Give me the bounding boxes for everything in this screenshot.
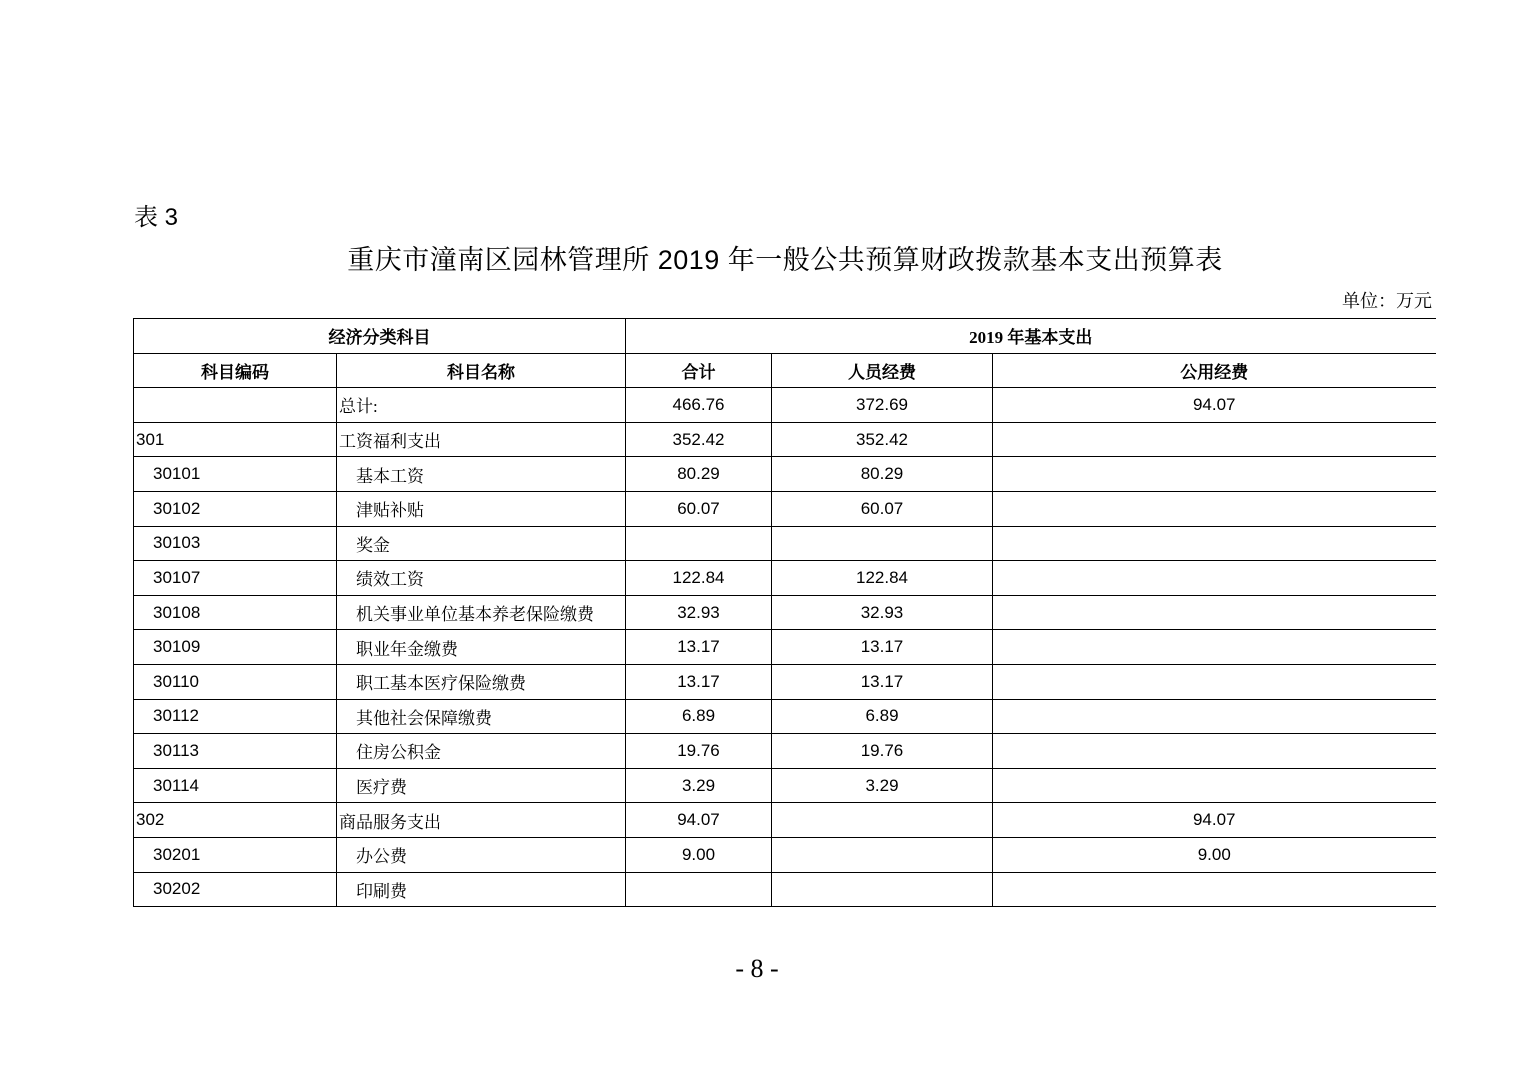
cell-total: 122.84: [626, 561, 772, 596]
cell-name: 工资福利支出: [337, 422, 626, 457]
table-row: [134, 630, 1436, 665]
cell-public: [993, 872, 1436, 907]
col-header-public: 公用经费: [993, 353, 1436, 388]
cell-personnel: 32.93: [772, 595, 993, 630]
cell-public: 9.00: [993, 837, 1436, 872]
cell-public: [993, 768, 1436, 803]
cell-name: 印刷费: [337, 872, 626, 907]
cell-personnel: 372.69: [772, 388, 993, 423]
cell-code: 30112: [134, 699, 337, 734]
cell-personnel: 3.29: [772, 768, 993, 803]
cell-code: 30101: [134, 457, 337, 492]
cell-code: 301: [134, 422, 337, 457]
cell-name: 其他社会保障缴费: [337, 699, 626, 734]
col-header-personnel: 人员经费: [772, 353, 993, 388]
cell-name: 机关事业单位基本养老保险缴费: [337, 595, 626, 630]
cell-personnel: 60.07: [772, 491, 993, 526]
cell-total: 6.89: [626, 699, 772, 734]
cell-public: 94.07: [993, 803, 1436, 838]
table-row: [134, 422, 1436, 457]
group-header-econ: 经济分类科目: [134, 319, 626, 354]
cell-code: 30113: [134, 734, 337, 769]
table-row: [134, 734, 1436, 769]
table-row: [134, 595, 1436, 630]
cell-name: 基本工资: [337, 457, 626, 492]
cell-name: 总计:: [337, 388, 626, 423]
table-label: 表 3: [134, 204, 179, 231]
cell-public: 94.07: [993, 388, 1436, 423]
unit-label: 单位：万元: [1342, 291, 1432, 311]
cell-total: 80.29: [626, 457, 772, 492]
cell-code: 30110: [134, 664, 337, 699]
cell-code: 30201: [134, 837, 337, 872]
cell-public: [993, 491, 1436, 526]
cell-public: [993, 630, 1436, 665]
cell-name: 商品服务支出: [337, 803, 626, 838]
cell-public: [993, 422, 1436, 457]
cell-total: 3.29: [626, 768, 772, 803]
cell-personnel: 122.84: [772, 561, 993, 596]
col-header-name: 科目名称: [337, 353, 626, 388]
cell-total: 13.17: [626, 664, 772, 699]
cell-code: 302: [134, 803, 337, 838]
cell-name: 医疗费: [337, 768, 626, 803]
cell-personnel: 13.17: [772, 664, 993, 699]
table-row: [134, 457, 1436, 492]
cell-total: 60.07: [626, 491, 772, 526]
table-row: [134, 872, 1436, 907]
cell-total: 94.07: [626, 803, 772, 838]
cell-total: 13.17: [626, 630, 772, 665]
budget-table: [133, 318, 1436, 907]
cell-personnel: 80.29: [772, 457, 993, 492]
cell-code: 30102: [134, 491, 337, 526]
column-header-row: [134, 353, 1436, 388]
cell-total: 19.76: [626, 734, 772, 769]
cell-public: [993, 561, 1436, 596]
cell-code: 30202: [134, 872, 337, 907]
cell-code: 30107: [134, 561, 337, 596]
cell-name: 职业年金缴费: [337, 630, 626, 665]
cell-code: 30103: [134, 526, 337, 561]
group-header-row: [134, 319, 1436, 354]
budget-table-body: [134, 319, 1436, 907]
cell-personnel: 19.76: [772, 734, 993, 769]
table-row: [134, 664, 1436, 699]
cell-public: [993, 595, 1436, 630]
cell-personnel: 6.89: [772, 699, 993, 734]
cell-total: [626, 872, 772, 907]
table-row: [134, 388, 1436, 423]
table-row: [134, 526, 1436, 561]
cell-personnel: [772, 837, 993, 872]
table-row: [134, 803, 1436, 838]
table-row: [134, 699, 1436, 734]
cell-personnel: [772, 872, 993, 907]
cell-code: 30109: [134, 630, 337, 665]
cell-name: 住房公积金: [337, 734, 626, 769]
cell-total: 466.76: [626, 388, 772, 423]
cell-personnel: [772, 526, 993, 561]
cell-total: 9.00: [626, 837, 772, 872]
col-header-code: 科目编码: [134, 353, 337, 388]
page-number: - 8 -: [735, 954, 779, 983]
cell-public: [993, 457, 1436, 492]
cell-total: 352.42: [626, 422, 772, 457]
cell-personnel: [772, 803, 993, 838]
table-row: [134, 561, 1436, 596]
cell-public: [993, 699, 1436, 734]
col-header-total: 合计: [626, 353, 772, 388]
table-row: [134, 768, 1436, 803]
page-title: 重庆市潼南区园林管理所 2019 年一般公共预算财政拨款基本支出预算表: [347, 245, 1223, 275]
table-row: [134, 491, 1436, 526]
cell-public: [993, 664, 1436, 699]
table-row: [134, 837, 1436, 872]
cell-total: 32.93: [626, 595, 772, 630]
group-header-year: 2019 年基本支出: [626, 319, 1436, 354]
cell-total: [626, 526, 772, 561]
cell-code: [134, 388, 337, 423]
cell-personnel: 352.42: [772, 422, 993, 457]
cell-personnel: 13.17: [772, 630, 993, 665]
cell-code: 30114: [134, 768, 337, 803]
cell-public: [993, 526, 1436, 561]
cell-code: 30108: [134, 595, 337, 630]
cell-name: 奖金: [337, 526, 626, 561]
cell-name: 办公费: [337, 837, 626, 872]
cell-name: 津贴补贴: [337, 491, 626, 526]
cell-name: 职工基本医疗保险缴费: [337, 664, 626, 699]
cell-public: [993, 734, 1436, 769]
cell-name: 绩效工资: [337, 561, 626, 596]
